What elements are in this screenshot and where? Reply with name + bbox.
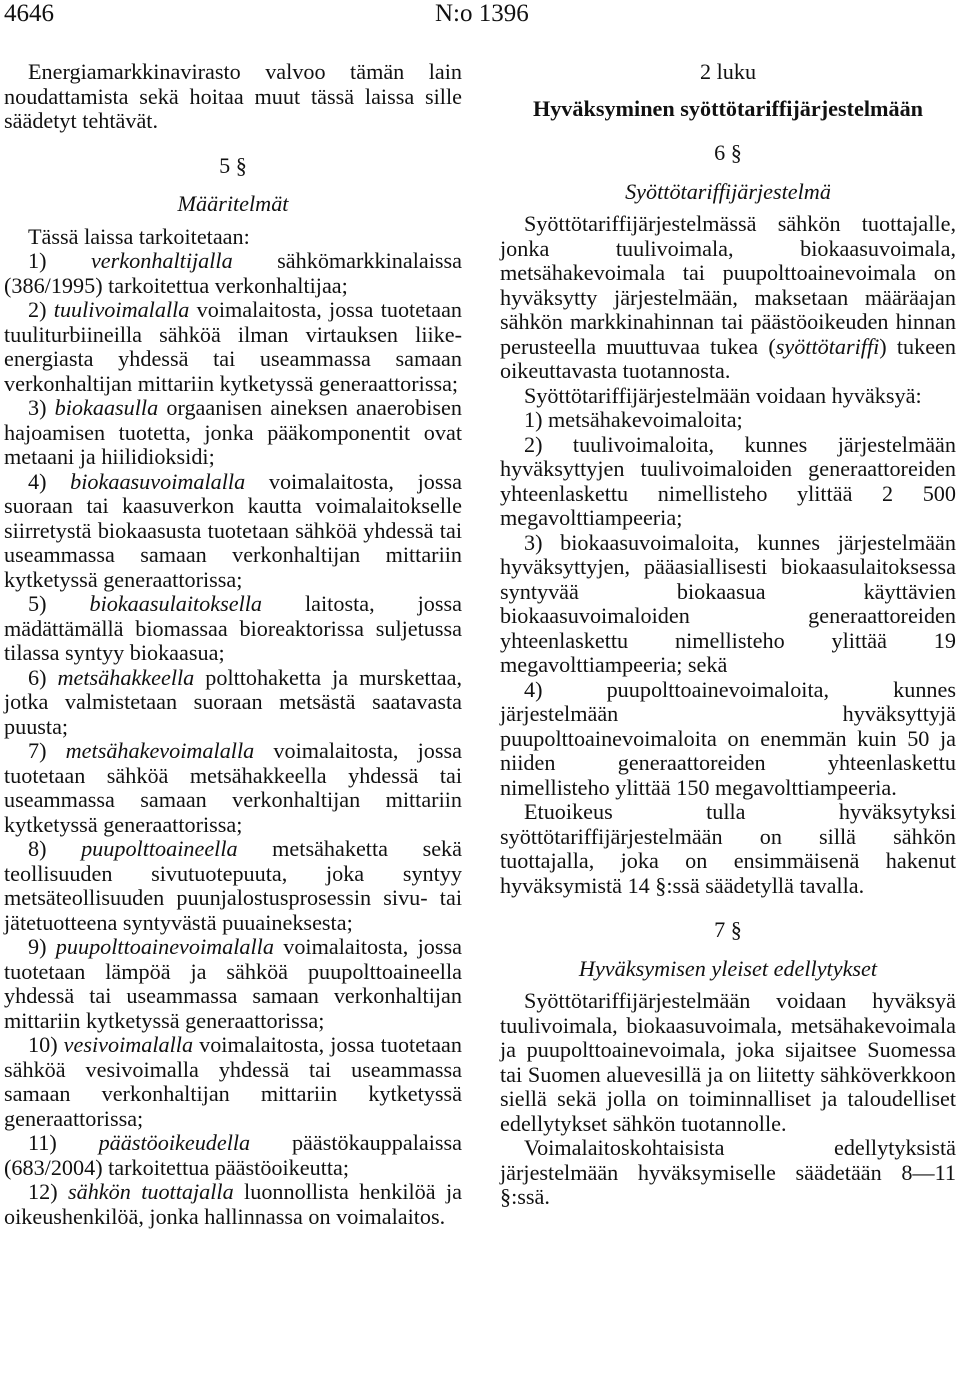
page-header bbox=[4, 0, 956, 30]
section-7-paragraph-1: Syöttötariffijärjestelmään voidaan hyväksyä tuulivoimala, biokaasuvoimala, metsähakevoimala ja puupolttoainevoimala, joka sijaitsee Suomessa tai Suomen aluevesillä ja on liitetty sähköverkkoon siellä sekä jolla on toiminnalliset ja taloudelliset edellytykset sähkön tuotannolle. bbox=[500, 988, 956, 1136]
intro-paragraph: Energiamarkkinavirasto valvoo tämän lain noudattamista sekä hoitaa muut tässä laissa sille säädetyt tehtävät. bbox=[4, 59, 462, 133]
definition-text: sähkömarkkinalaissa (386/1995) tarkoitettua verkonhaltijaa; bbox=[4, 248, 462, 298]
section-6-paragraph-3: Etuoikeus tulla hyväksytyksi syöttötariffijärjestelmään on sillä sähkön tuottajalla, joka on ensimmäisenä hakenut hyväksymistä 14 §:ssä säädetyllä tavalla. bbox=[500, 799, 956, 898]
definition-item bbox=[4, 1180, 462, 1229]
definition-number: 3) bbox=[28, 395, 55, 420]
definition-text: voimalaitosta, jossa tuotetaan tuuliturbiineilla sähköä ilman virtauksen liike-energiasta yhdessä tai useammassa samaan verkonhaltijan mittariin kytketyssä generaattorissa; bbox=[4, 297, 463, 396]
chapter-number: 2 luku bbox=[699, 59, 757, 84]
definition-text: päästökauppalaissa (683/2004) tarkoitettua päästöoikeutta; bbox=[4, 1130, 462, 1180]
definition-number: 12) bbox=[28, 1179, 68, 1204]
definition-item bbox=[4, 837, 462, 935]
section-7-number: 7 § bbox=[714, 917, 742, 942]
section-7-title: Hyväksymisen yleiset edellytykset bbox=[578, 955, 878, 981]
definition-text: voimalaitosta, jossa suoraan tai kaasuverkon kautta voimalaitokselle siirretystä biokaasusta tuotetaan sähköä yhdessä tai useammassa samaan verkonhaltijan mittariin kytketyssä generaattorissa; bbox=[4, 468, 462, 592]
section-6-p1-term: syöttötariffi bbox=[775, 333, 880, 359]
definition-item bbox=[4, 739, 462, 837]
definition-text: orgaanisen aineksen anaerobisen hajoamisen tuotetta, jonka pääkomponentit ovat metaani ja hiilidioksidi; bbox=[4, 395, 462, 469]
definition-number: 7) bbox=[28, 738, 66, 763]
definition-item bbox=[4, 249, 462, 298]
definition-number: 2) bbox=[28, 297, 54, 322]
definition-term: biokaasulaitoksella bbox=[89, 591, 263, 616]
definition-text: polttohaketta ja murskettaa, jotka valmistetaan suoraan metsästä saatavasta puusta; bbox=[4, 664, 462, 739]
section-6-item: 4) puupolttoainevoimaloita, kunnes järjestelmään hyväksyttyjä puupolttoainevoimaloita on enemmän kuin 50 ja niiden generaattoreiden yhteenlaskettu nimellisteho ylittää 150 megavolttiampeeria. bbox=[500, 676, 956, 800]
definition-text: voimalaitosta, jossa tuotetaan sähköä vesivoimalla yhdessä tai useammassa samaan verkonhaltijan mittariin kytketyssä generaattorissa; bbox=[4, 1032, 463, 1131]
section-6-paragraph-2: Syöttötariffijärjestelmään voidaan hyväksyä: bbox=[524, 382, 922, 408]
definition-item bbox=[4, 666, 462, 740]
definition-text: voimalaitosta, jossa tuotetaan sähköä metsähakkeella yhdessä tai useammassa samaan verkonhaltijan mittariin kytketyssä generaattorissa; bbox=[4, 738, 463, 837]
definition-number: 5) bbox=[28, 591, 90, 616]
definition-item bbox=[4, 592, 462, 666]
definition-text: voimalaitosta, jossa tuotetaan lämpöä ja sähköä puupolttoaineella yhdessä tai useammassa samaan verkonhaltijan mittariin kytketyssä generaattorissa; bbox=[4, 934, 462, 1033]
definition-number: 9) bbox=[28, 934, 56, 959]
left-column bbox=[4, 60, 462, 1229]
definition-term: metsähakkeella bbox=[57, 664, 195, 690]
section-5-title: Määritelmät bbox=[177, 191, 289, 216]
definition-text: luonnollista henkilöä ja oikeushenkilöä, jonka hallinnassa on voimalaitos. bbox=[4, 1179, 463, 1229]
section-6-p1-after: ) tukeen oikeuttavasta tuotannosta. bbox=[500, 333, 956, 383]
definition-item bbox=[4, 396, 462, 470]
definitions-list bbox=[4, 249, 462, 1229]
section-6-title: Syöttötariffijärjestelmä bbox=[625, 178, 831, 204]
section-6-p1-before: Syöttötariffijärjestelmässä sähkön tuottajalle, jonka tuulivoimala, biokaasuvoimala, metsähakevoimala tai puupolttoainevoimala on hyväksytty järjestelmään, maksetaan määräajan sähkön markkinahinnan tai päästöoikeuden hinnan perusteella muuttuvaa tukea ( bbox=[500, 211, 956, 359]
section-6-number: 6 § bbox=[714, 140, 742, 165]
section-5-lead: Tässä laissa tarkoitetaan: bbox=[28, 223, 250, 249]
section-6-paragraph-1 bbox=[500, 212, 956, 384]
definition-term: biokaasulla bbox=[54, 395, 159, 420]
definition-number: 6) bbox=[28, 664, 58, 690]
definition-text: metsähaketta sekä teollisuuden sivutuotepuuta, joka syntyy metsäteollisuuden puunjalostusprosessin sivu- tai jätetuotteena syntyvästä puuaineksesta; bbox=[4, 836, 462, 935]
definition-text: laitosta, jossa mädättämällä biomassaa bioreaktorissa suljetussa tilassa syntyy biokaasua; bbox=[4, 591, 462, 665]
definition-number: 11) bbox=[28, 1130, 99, 1155]
definition-term: sähkön tuottajalla bbox=[67, 1179, 234, 1204]
right-column bbox=[500, 60, 956, 1210]
definition-item bbox=[4, 470, 462, 593]
chapter-title: Hyväksyminen syöttötariffijärjestelmään bbox=[532, 95, 924, 121]
section-5-number: 5 § bbox=[219, 152, 247, 178]
definition-number: 8) bbox=[28, 836, 82, 861]
definition-item bbox=[4, 1131, 462, 1180]
section-6-item: 2) tuulivoimaloita, kunnes järjestelmään hyväksyttyjen tuulivoimaloiden generaattoreiden yhteenlaskettu nimellisteho ylittää 2 500 megavolttiampeeria; bbox=[500, 431, 956, 530]
definition-number: 10) bbox=[28, 1032, 64, 1057]
definition-term: verkonhaltijalla bbox=[90, 248, 233, 273]
definition-term: tuulivoimalalla bbox=[53, 297, 190, 322]
definition-term: päästöoikeudella bbox=[98, 1130, 251, 1155]
definition-term: vesivoimalalla bbox=[63, 1032, 194, 1057]
issue-number: N:o 1396 bbox=[435, 0, 529, 27]
section-6-item: 1) metsähakevoimaloita; bbox=[524, 407, 743, 432]
section-7-paragraph-2: Voimalaitoskohtaisista edellytyksistä järjestelmään hyväksymiselle säädetään 8—11 §:ssä. bbox=[500, 1135, 956, 1209]
definition-number: 4) bbox=[28, 468, 71, 494]
definition-term: metsähakevoimalalla bbox=[65, 738, 255, 763]
definition-item bbox=[4, 1033, 462, 1131]
definition-item bbox=[4, 298, 462, 396]
definition-number: 1) bbox=[28, 248, 91, 273]
definition-term: puupolttoainevoimalalla bbox=[55, 934, 274, 959]
page-number: 4646 bbox=[4, 0, 54, 27]
definition-term: biokaasuvoimalalla bbox=[70, 468, 246, 494]
section-6-item: 3) biokaasuvoimaloita, kunnes järjestelmään hyväksyttyjen, pääasiallisesti biokaasulaitoksessa syntyvää biokaasua käyttävien biokaasuvoimaloiden generaattoreiden yhteenlaskettu nimellisteho ylittää 19 megavolttiampeeria; sekä bbox=[500, 529, 956, 677]
definition-item bbox=[4, 935, 462, 1033]
definition-term: puupolttoaineella bbox=[81, 836, 238, 861]
